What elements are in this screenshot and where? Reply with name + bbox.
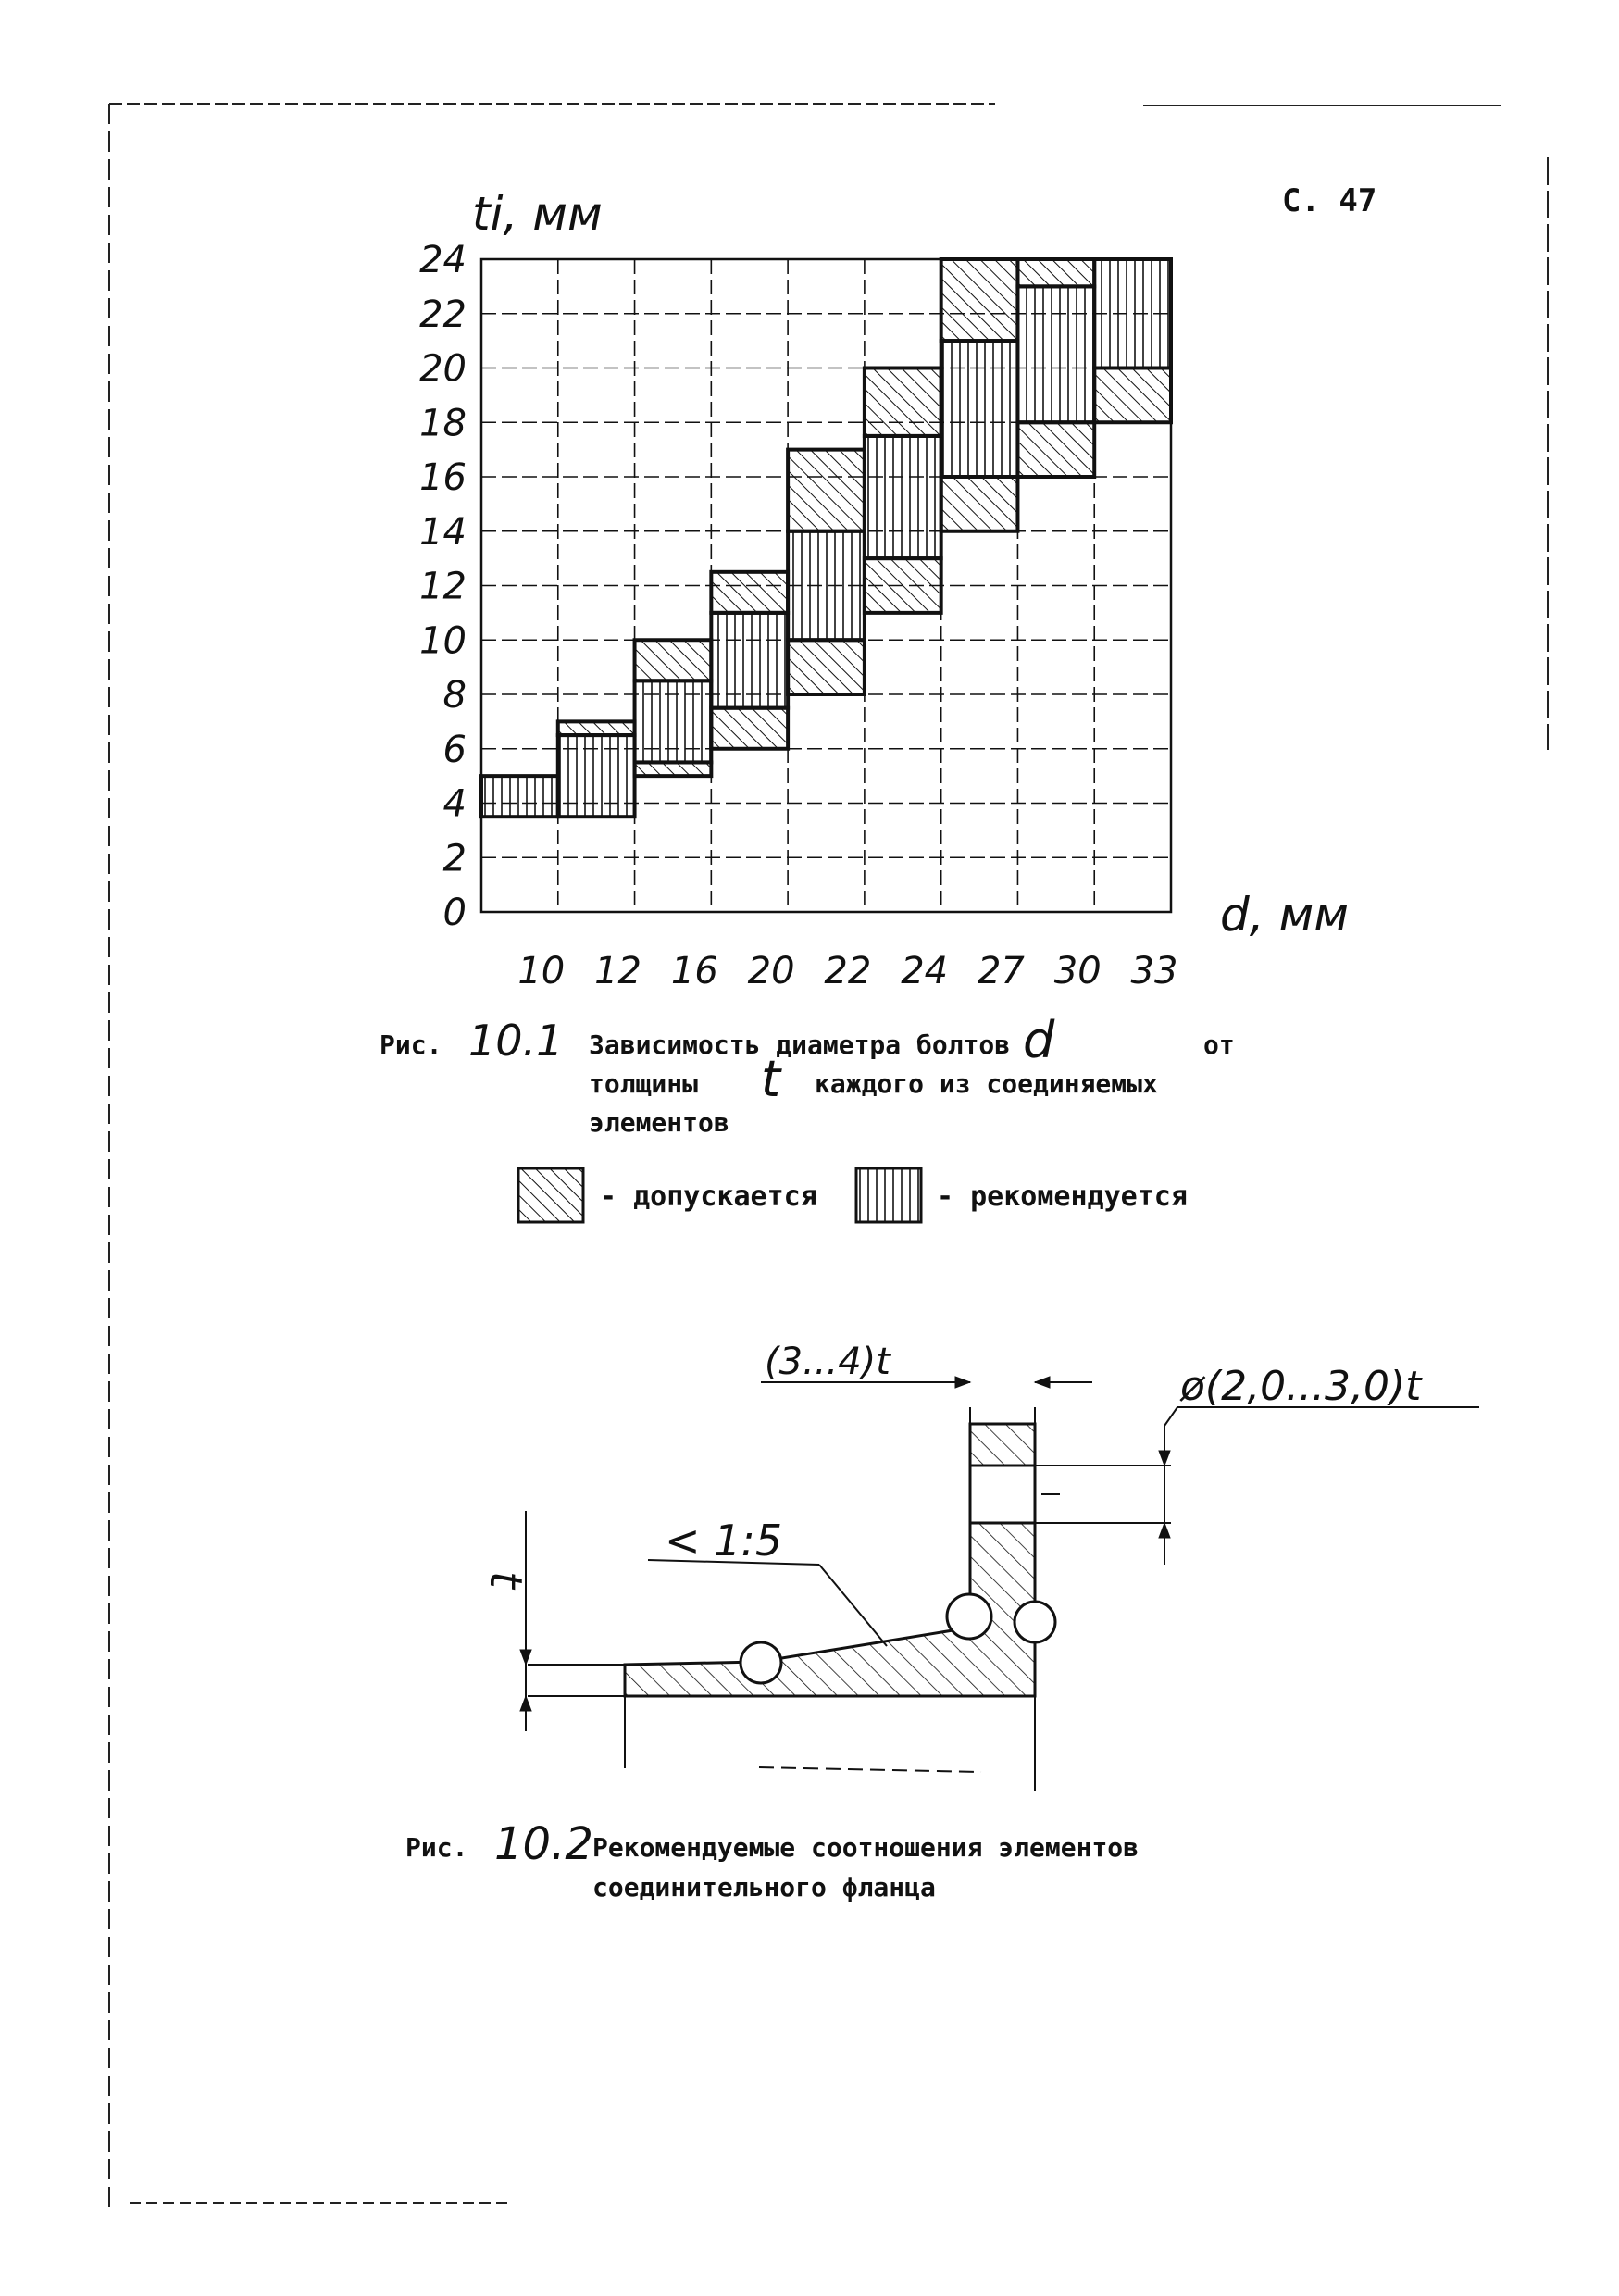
bar-range-recommended [865,436,941,558]
caption-number: 10.1 [468,1016,564,1066]
caption-from: от [1203,1029,1235,1060]
y-tick-label: 14 [419,510,467,554]
caption-line-1: Рекомендуемые соотношения элементов [592,1832,1140,1863]
legend-recommended-label: - рекомендуется [937,1180,1188,1213]
bar-range-allowed [865,368,941,436]
chart-bars [481,259,1171,817]
y-tick-label: 12 [419,565,467,608]
bar-range-recommended [1017,286,1094,422]
bar-range-recommended [481,776,558,817]
bolt-hole-gap [970,1466,1035,1523]
x-tick-label: 24 [901,950,949,992]
bar-range-allowed [1017,422,1094,477]
bar-range-allowed [1017,259,1094,286]
caption-line-2b: каждого из соединяемых [815,1068,1158,1099]
y-tick-label: 16 [419,456,467,499]
legend-recommended-swatch [856,1168,921,1222]
bar-range-allowed [788,450,865,531]
bar-range-recommended [941,341,1018,477]
y-axis-label: ti, мм [472,187,603,241]
legend-allowed-label: - допускается [600,1180,817,1213]
bar-range-allowed [788,640,865,694]
weld-circle-1 [741,1642,781,1683]
y-tick-label: 10 [419,619,467,663]
figure-10-1-caption [380,1011,1235,1138]
caption-var-d: d [1023,1011,1055,1069]
bar-range-allowed [1094,368,1171,423]
y-tick-label: 8 [442,674,467,717]
bar-range-recommended [558,735,635,817]
weld-circle-3 [1015,1602,1055,1642]
y-tick-label: 4 [442,782,467,826]
x-tick-label: 10 [517,950,566,992]
chart-legend [518,1168,1188,1222]
bar-range-allowed [865,558,941,613]
bar-range-allowed [635,762,712,776]
weld-circle-2 [947,1594,991,1639]
x-axis-label: d, мм [1220,888,1349,942]
x-tick-label: 20 [747,950,795,992]
y-tick-label: 18 [419,402,467,445]
dim-hole-label: ø(2,0...3,0)t [1180,1363,1422,1410]
y-tick-label: 24 [419,239,467,281]
bar-range-allowed [941,259,1018,341]
x-tick-label: 22 [824,950,872,992]
y-tick-label: 2 [442,837,467,880]
x-tick-label: 30 [1053,950,1102,992]
dim-slope-label: < 1:5 [665,1516,783,1566]
y-tick-label: 20 [419,347,467,391]
caption-line-2a: толщины [589,1068,699,1099]
caption-line-1: Зависимость диаметра болтов [589,1029,1011,1060]
bar-range-allowed [711,708,788,749]
caption-line-3: элементов [589,1107,729,1138]
x-tick-label: 33 [1130,950,1178,992]
y-tick-label: 0 [442,892,467,934]
bar-range-allowed [941,477,1018,531]
bolt-diameter-chart [419,187,1349,992]
caption-line-2: соединительного фланца [592,1872,936,1903]
x-tick-label: 27 [977,950,1025,992]
page-number: С. 47 [1282,182,1377,219]
y-tick-labels [419,239,467,934]
legend-allowed-swatch [518,1168,583,1222]
x-tick-labels [517,950,1177,992]
dim-t-label: t [479,1571,531,1589]
caption-var-t: t [761,1050,781,1108]
x-tick-label: 16 [670,950,718,992]
y-tick-label: 22 [419,293,467,336]
flange-drawing [520,1377,1479,1791]
bar-range-recommended [635,680,712,762]
bar-range-recommended [711,613,788,708]
x-tick-label: 12 [594,950,642,992]
bar-range-allowed [711,572,788,613]
bar-range-recommended [1094,259,1171,368]
caption-number: 10.2 [494,1818,593,1870]
figure-10-2-caption [405,1818,1139,1903]
flange-top-section [970,1424,1035,1466]
caption-prefix: Рис. [380,1029,442,1060]
y-tick-label: 6 [442,728,467,771]
bar-range-allowed [558,721,635,735]
dim-pitch-label: (3...4)t [765,1341,890,1383]
caption-prefix: Рис. [405,1832,468,1863]
bar-range-allowed [635,640,712,680]
bar-range-recommended [788,531,865,641]
